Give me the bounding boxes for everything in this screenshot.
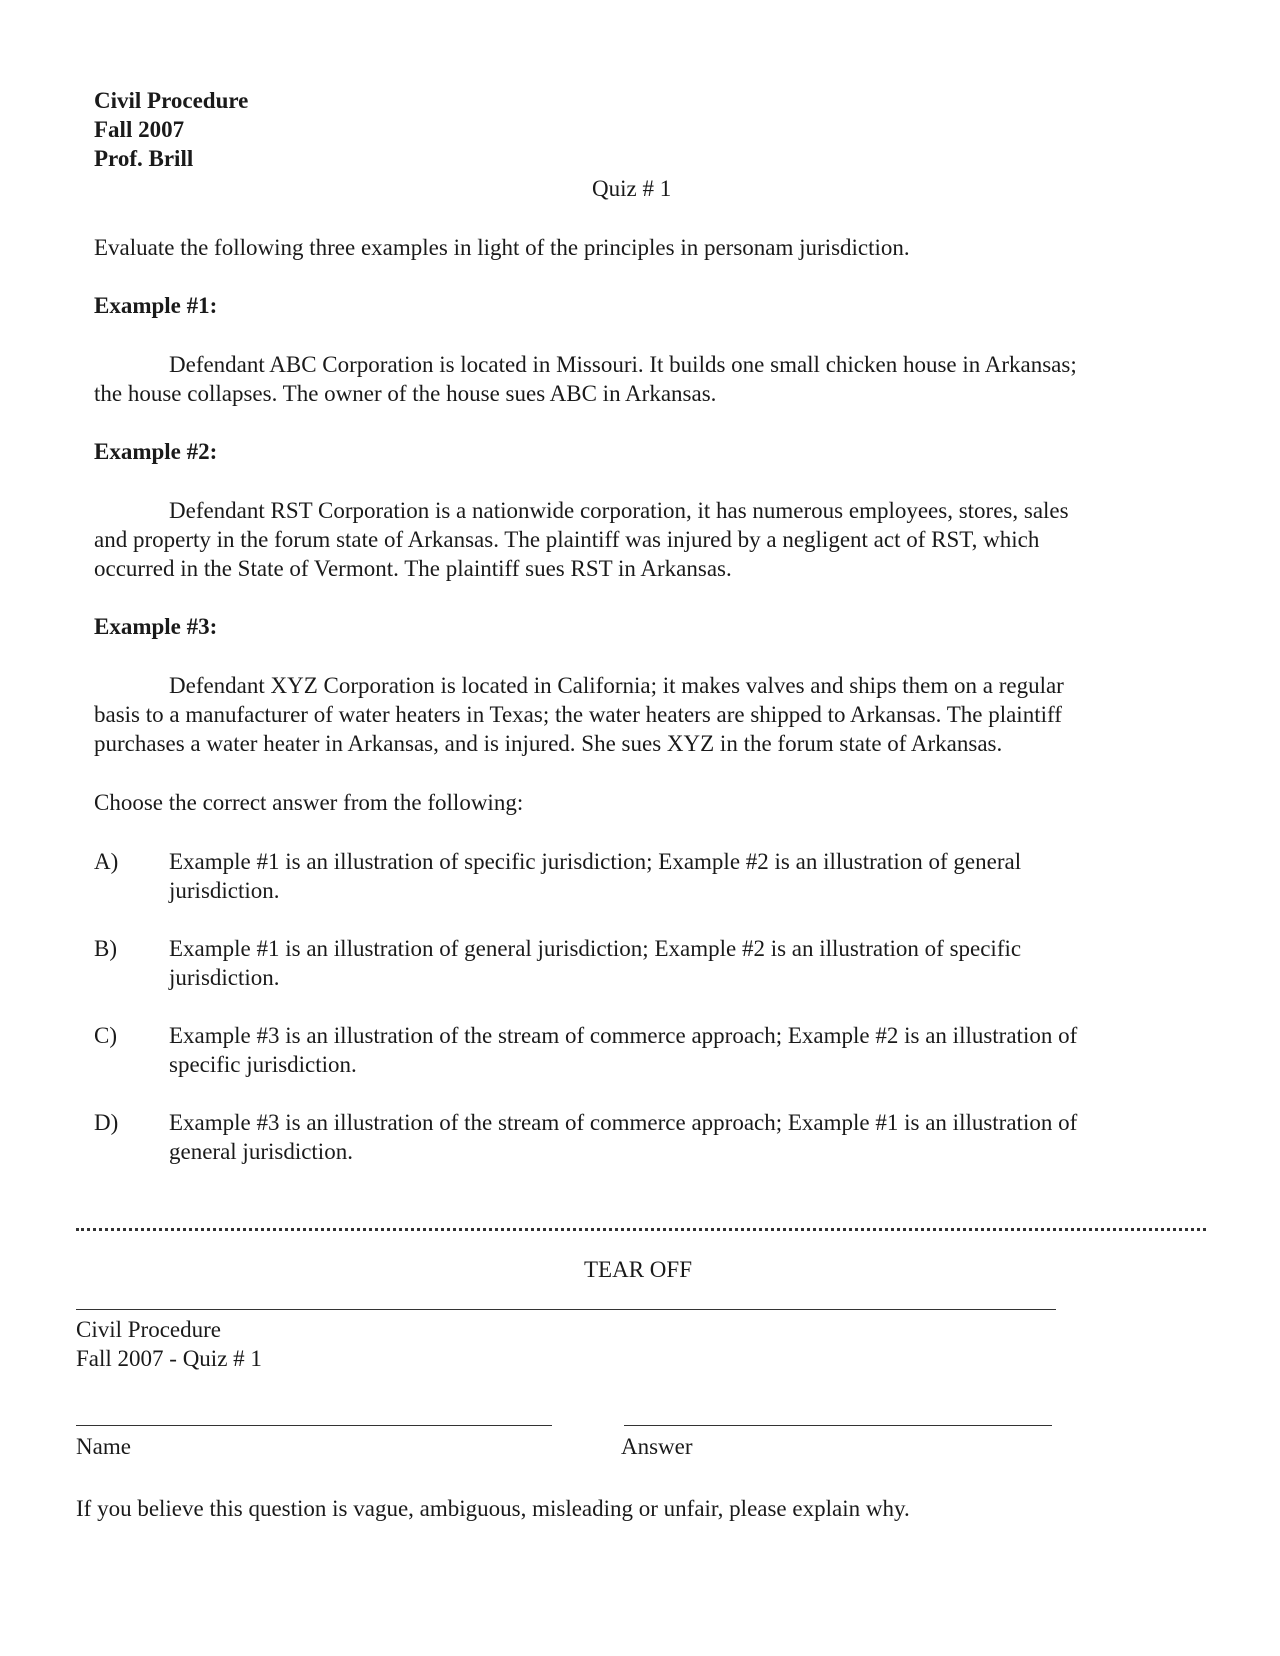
- option-c-line-1: Example #3 is an illustration of the stream of commerce approach; Example #2 is an illustration of: [169, 1023, 1078, 1048]
- tear-off-dotted-line: [76, 1228, 1206, 1235]
- option-d-line-2: general jurisdiction.: [169, 1139, 353, 1164]
- example-3-line-2: basis to a manufacturer of water heaters in Texas; the water heaters are shipped to Arkansas. The plaintiff: [94, 702, 1062, 727]
- option-d-line-1: Example #3 is an illustration of the stream of commerce approach; Example #1 is an illustration of: [169, 1110, 1078, 1135]
- quiz-title: Quiz # 1: [592, 176, 672, 201]
- tear-off-rule: [76, 1309, 1056, 1310]
- option-d-letter: D): [94, 1110, 119, 1135]
- tear-off-term-quiz: Fall 2007 - Quiz # 1: [76, 1346, 262, 1371]
- course-name: Civil Procedure: [94, 88, 249, 113]
- option-c-letter: C): [94, 1023, 117, 1048]
- option-b-letter: B): [94, 936, 117, 961]
- choose-prompt: Choose the correct answer from the following:: [94, 790, 524, 815]
- option-b-line-2: jurisdiction.: [169, 965, 280, 990]
- feedback-prompt: If you believe this question is vague, ambiguous, misleading or unfair, please explain why.: [76, 1496, 910, 1521]
- example-2-line-2: and property in the forum state of Arkansas. The plaintiff was injured by a negligent act of RST, which: [94, 527, 1040, 552]
- tear-off-course: Civil Procedure: [76, 1317, 221, 1342]
- example-2-heading: Example #2:: [94, 439, 218, 464]
- name-label: Name: [76, 1434, 131, 1459]
- answer-field-line[interactable]: [624, 1425, 1052, 1426]
- example-1-line-2: the house collapses. The owner of the house sues ABC in Arkansas.: [94, 381, 717, 406]
- tear-off-label: TEAR OFF: [584, 1257, 692, 1282]
- example-3-line-3: purchases a water heater in Arkansas, and is injured. She sues XYZ in the forum state of Arkansas.: [94, 731, 1003, 756]
- example-1-line-1: Defendant ABC Corporation is located in Missouri. It builds one small chicken house in Arkansas;: [169, 352, 1077, 377]
- example-2-line-3: occurred in the State of Vermont. The plaintiff sues RST in Arkansas.: [94, 556, 732, 581]
- example-1-heading: Example #1:: [94, 293, 218, 318]
- option-b-line-1: Example #1 is an illustration of general jurisdiction; Example #2 is an illustration of specific: [169, 936, 1022, 961]
- example-3-heading: Example #3:: [94, 614, 218, 639]
- example-3-line-1: Defendant XYZ Corporation is located in California; it makes valves and ships them on a regular: [169, 673, 1064, 698]
- option-c-line-2: specific jurisdiction.: [169, 1052, 357, 1077]
- name-field-line[interactable]: [76, 1425, 552, 1426]
- instructions: Evaluate the following three examples in light of the principles in personam jurisdiction.: [94, 235, 910, 260]
- example-2-line-1: Defendant RST Corporation is a nationwide corporation, it has numerous employees, stores, sales: [169, 498, 1069, 523]
- option-a-line-2: jurisdiction.: [169, 878, 280, 903]
- option-a-letter: A): [94, 849, 119, 874]
- answer-label: Answer: [621, 1434, 693, 1459]
- term: Fall 2007: [94, 117, 185, 142]
- option-a-line-1: Example #1 is an illustration of specific jurisdiction; Example #2 is an illustration of general: [169, 849, 1022, 874]
- professor: Prof. Brill: [94, 146, 194, 171]
